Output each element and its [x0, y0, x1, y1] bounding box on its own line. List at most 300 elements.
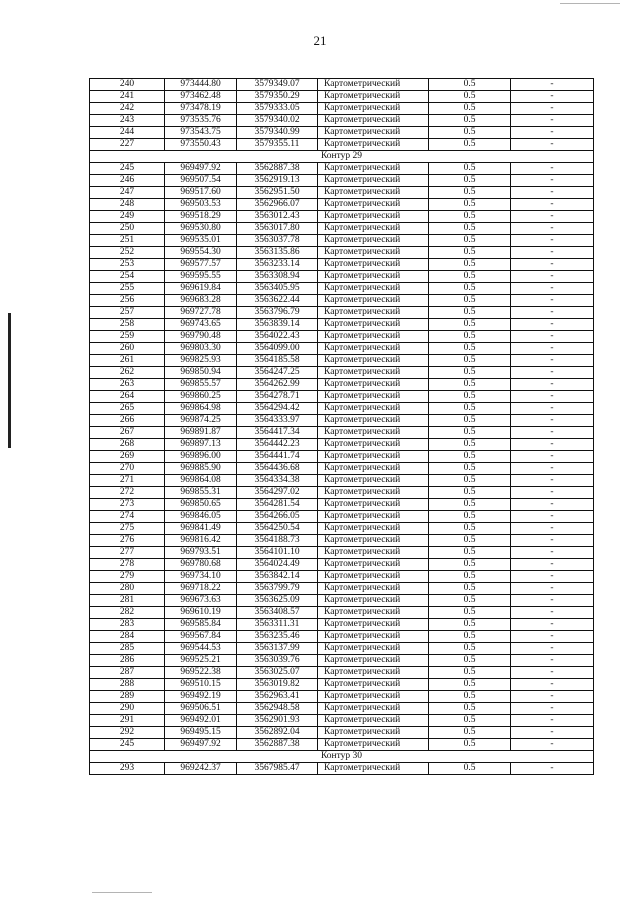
- table-row: [90, 247, 594, 259]
- table-row: [90, 583, 594, 595]
- coord-x-cell: 969517.60: [165, 187, 237, 199]
- description-cell: -: [511, 595, 594, 607]
- coord-y-cell: 3563233.14: [237, 259, 318, 271]
- coord-x-cell: 969864.98: [165, 403, 237, 415]
- point-number-cell: 251: [90, 235, 165, 247]
- coord-y-cell: 3563842.14: [237, 571, 318, 583]
- table-row: [90, 403, 594, 415]
- coord-y-cell: 3562887.38: [237, 739, 318, 751]
- table-row: [90, 91, 594, 103]
- method-cell: Картометрический: [318, 547, 429, 559]
- description-cell: -: [511, 307, 594, 319]
- description-cell: -: [511, 247, 594, 259]
- coord-x-cell: 969492.01: [165, 715, 237, 727]
- accuracy-cell: 0.5: [429, 211, 511, 223]
- description-cell: -: [511, 679, 594, 691]
- description-cell: -: [511, 643, 594, 655]
- coord-x-cell: 969522.38: [165, 667, 237, 679]
- description-cell: -: [511, 259, 594, 271]
- point-number-cell: 244: [90, 127, 165, 139]
- method-cell: Картометрический: [318, 295, 429, 307]
- table-row: [90, 679, 594, 691]
- table-row: [90, 355, 594, 367]
- coord-x-cell: 969530.80: [165, 223, 237, 235]
- accuracy-cell: 0.5: [429, 535, 511, 547]
- coord-y-cell: 3563019.82: [237, 679, 318, 691]
- coord-x-cell: 969816.42: [165, 535, 237, 547]
- accuracy-cell: 0.5: [429, 463, 511, 475]
- description-cell: -: [511, 439, 594, 451]
- table-row: [90, 79, 594, 91]
- point-number-cell: 254: [90, 271, 165, 283]
- description-cell: -: [511, 235, 594, 247]
- table-row: [90, 283, 594, 295]
- table-row: [90, 415, 594, 427]
- accuracy-cell: 0.5: [429, 343, 511, 355]
- table-row: [90, 667, 594, 679]
- table-row: [90, 715, 594, 727]
- coord-x-cell: 969503.53: [165, 199, 237, 211]
- method-cell: Картометрический: [318, 607, 429, 619]
- description-cell: -: [511, 691, 594, 703]
- coord-y-cell: 3562901.93: [237, 715, 318, 727]
- coord-x-cell: 969846.05: [165, 511, 237, 523]
- point-number-cell: 264: [90, 391, 165, 403]
- point-number-cell: 279: [90, 571, 165, 583]
- point-number-cell: 274: [90, 511, 165, 523]
- accuracy-cell: 0.5: [429, 655, 511, 667]
- point-number-cell: 227: [90, 139, 165, 151]
- table-row: [90, 475, 594, 487]
- description-cell: -: [511, 319, 594, 331]
- description-cell: -: [511, 175, 594, 187]
- coord-x-cell: 969727.78: [165, 307, 237, 319]
- point-number-cell: 260: [90, 343, 165, 355]
- description-cell: -: [511, 343, 594, 355]
- method-cell: Картометрический: [318, 163, 429, 175]
- accuracy-cell: 0.5: [429, 595, 511, 607]
- accuracy-cell: 0.5: [429, 127, 511, 139]
- description-cell: -: [511, 355, 594, 367]
- method-cell: Картометрический: [318, 79, 429, 91]
- description-cell: -: [511, 199, 594, 211]
- table-row: [90, 391, 594, 403]
- method-cell: Картометрический: [318, 355, 429, 367]
- coord-y-cell: 3562948.58: [237, 703, 318, 715]
- accuracy-cell: 0.5: [429, 103, 511, 115]
- coord-x-cell: 969803.30: [165, 343, 237, 355]
- page-number: 21: [313, 33, 327, 48]
- method-cell: Картометрический: [318, 127, 429, 139]
- coord-y-cell: 3563039.76: [237, 655, 318, 667]
- coord-y-cell: 3563799.79: [237, 583, 318, 595]
- coord-y-cell: 3579350.29: [237, 91, 318, 103]
- coord-y-cell: 3563025.07: [237, 667, 318, 679]
- table-row: [90, 595, 594, 607]
- description-cell: -: [511, 487, 594, 499]
- description-cell: -: [511, 391, 594, 403]
- coord-x-cell: 969525.21: [165, 655, 237, 667]
- accuracy-cell: 0.5: [429, 427, 511, 439]
- table-row: [90, 499, 594, 511]
- method-cell: Картометрический: [318, 175, 429, 187]
- table-row: [90, 331, 594, 343]
- table-row: [90, 619, 594, 631]
- accuracy-cell: 0.5: [429, 559, 511, 571]
- coordinates-table: [89, 78, 594, 775]
- coord-y-cell: 3564185.58: [237, 355, 318, 367]
- description-cell: -: [511, 547, 594, 559]
- description-cell: -: [511, 523, 594, 535]
- coord-y-cell: 3563135.86: [237, 247, 318, 259]
- coord-y-cell: 3567985.47: [237, 763, 318, 775]
- table-row: [90, 703, 594, 715]
- point-number-cell: 258: [90, 319, 165, 331]
- contour-label: Контур 29: [90, 151, 594, 163]
- coord-x-cell: 969897.13: [165, 439, 237, 451]
- description-cell: -: [511, 511, 594, 523]
- coord-x-cell: 969860.25: [165, 391, 237, 403]
- coord-x-cell: 973478.19: [165, 103, 237, 115]
- accuracy-cell: 0.5: [429, 619, 511, 631]
- method-cell: Картометрический: [318, 439, 429, 451]
- description-cell: -: [511, 631, 594, 643]
- point-number-cell: 281: [90, 595, 165, 607]
- method-cell: Картометрический: [318, 103, 429, 115]
- table-row: [90, 691, 594, 703]
- description-cell: -: [511, 499, 594, 511]
- point-number-cell: 248: [90, 199, 165, 211]
- method-cell: Картометрический: [318, 667, 429, 679]
- description-cell: -: [511, 187, 594, 199]
- method-cell: Картометрический: [318, 247, 429, 259]
- accuracy-cell: 0.5: [429, 583, 511, 595]
- point-number-cell: 291: [90, 715, 165, 727]
- description-cell: -: [511, 403, 594, 415]
- coord-x-cell: 969510.15: [165, 679, 237, 691]
- method-cell: Картометрический: [318, 379, 429, 391]
- coord-y-cell: 3564099.00: [237, 343, 318, 355]
- description-cell: -: [511, 127, 594, 139]
- method-cell: Картометрический: [318, 559, 429, 571]
- coord-y-cell: 3564294.42: [237, 403, 318, 415]
- point-number-cell: 270: [90, 463, 165, 475]
- description-cell: -: [511, 739, 594, 751]
- method-cell: Картометрический: [318, 427, 429, 439]
- method-cell: Картометрический: [318, 331, 429, 343]
- point-number-cell: 276: [90, 535, 165, 547]
- description-cell: -: [511, 583, 594, 595]
- method-cell: Картометрический: [318, 499, 429, 511]
- method-cell: Картометрический: [318, 643, 429, 655]
- accuracy-cell: 0.5: [429, 355, 511, 367]
- table-row: [90, 115, 594, 127]
- method-cell: Картометрический: [318, 271, 429, 283]
- coord-y-cell: 3563012.43: [237, 211, 318, 223]
- method-cell: Картометрический: [318, 463, 429, 475]
- description-cell: -: [511, 451, 594, 463]
- point-number-cell: 290: [90, 703, 165, 715]
- table-row: [90, 559, 594, 571]
- point-number-cell: 284: [90, 631, 165, 643]
- coord-y-cell: 3563839.14: [237, 319, 318, 331]
- accuracy-cell: 0.5: [429, 199, 511, 211]
- method-cell: Картометрический: [318, 343, 429, 355]
- table-row: [90, 451, 594, 463]
- method-cell: Картометрический: [318, 487, 429, 499]
- table-row: [90, 199, 594, 211]
- accuracy-cell: 0.5: [429, 187, 511, 199]
- coord-y-cell: 3564278.71: [237, 391, 318, 403]
- method-cell: Картометрический: [318, 571, 429, 583]
- point-number-cell: 256: [90, 295, 165, 307]
- coord-x-cell: 969825.93: [165, 355, 237, 367]
- coord-y-cell: 3562892.04: [237, 727, 318, 739]
- coord-x-cell: 969864.08: [165, 475, 237, 487]
- coord-x-cell: 969585.84: [165, 619, 237, 631]
- point-number-cell: 245: [90, 163, 165, 175]
- coord-x-cell: 969874.25: [165, 415, 237, 427]
- method-cell: Картометрический: [318, 307, 429, 319]
- point-number-cell: 268: [90, 439, 165, 451]
- table-row: [90, 727, 594, 739]
- coord-x-cell: 969577.57: [165, 259, 237, 271]
- description-cell: -: [511, 763, 594, 775]
- coord-y-cell: 3564441.74: [237, 451, 318, 463]
- coord-x-cell: 969610.19: [165, 607, 237, 619]
- coord-y-cell: 3563625.09: [237, 595, 318, 607]
- accuracy-cell: 0.5: [429, 511, 511, 523]
- coord-x-cell: 973550.43: [165, 139, 237, 151]
- method-cell: Картометрический: [318, 391, 429, 403]
- accuracy-cell: 0.5: [429, 403, 511, 415]
- method-cell: Картометрический: [318, 763, 429, 775]
- coord-y-cell: 3562963.41: [237, 691, 318, 703]
- coord-x-cell: 969554.30: [165, 247, 237, 259]
- point-number-cell: 293: [90, 763, 165, 775]
- table-row: [90, 367, 594, 379]
- table-row: [90, 643, 594, 655]
- point-number-cell: 286: [90, 655, 165, 667]
- coord-y-cell: 3562887.38: [237, 163, 318, 175]
- coord-x-cell: 969567.84: [165, 631, 237, 643]
- point-number-cell: 259: [90, 331, 165, 343]
- accuracy-cell: 0.5: [429, 631, 511, 643]
- description-cell: -: [511, 715, 594, 727]
- table-row: [90, 487, 594, 499]
- table-row: [90, 187, 594, 199]
- coord-y-cell: 3563311.31: [237, 619, 318, 631]
- table-row: [90, 103, 594, 115]
- point-number-cell: 246: [90, 175, 165, 187]
- accuracy-cell: 0.5: [429, 91, 511, 103]
- accuracy-cell: 0.5: [429, 415, 511, 427]
- description-cell: -: [511, 139, 594, 151]
- coord-x-cell: 973462.48: [165, 91, 237, 103]
- point-number-cell: 257: [90, 307, 165, 319]
- point-number-cell: 242: [90, 103, 165, 115]
- accuracy-cell: 0.5: [429, 235, 511, 247]
- accuracy-cell: 0.5: [429, 667, 511, 679]
- description-cell: -: [511, 571, 594, 583]
- table-row: [90, 655, 594, 667]
- accuracy-cell: 0.5: [429, 139, 511, 151]
- table-row: [90, 607, 594, 619]
- description-cell: -: [511, 163, 594, 175]
- accuracy-cell: 0.5: [429, 763, 511, 775]
- table-row: [90, 223, 594, 235]
- method-cell: Картометрический: [318, 451, 429, 463]
- point-number-cell: 280: [90, 583, 165, 595]
- method-cell: Картометрический: [318, 367, 429, 379]
- coord-y-cell: 3563037.78: [237, 235, 318, 247]
- method-cell: Картометрический: [318, 415, 429, 427]
- point-number-cell: 245: [90, 739, 165, 751]
- coord-y-cell: 3562966.07: [237, 199, 318, 211]
- accuracy-cell: 0.5: [429, 499, 511, 511]
- point-number-cell: 287: [90, 667, 165, 679]
- method-cell: Картометрический: [318, 691, 429, 703]
- method-cell: Картометрический: [318, 187, 429, 199]
- coord-y-cell: 3563137.99: [237, 643, 318, 655]
- point-number-cell: 273: [90, 499, 165, 511]
- coord-y-cell: 3564250.54: [237, 523, 318, 535]
- point-number-cell: 289: [90, 691, 165, 703]
- table-row: [90, 463, 594, 475]
- table-row: [90, 211, 594, 223]
- point-number-cell: 252: [90, 247, 165, 259]
- table-row: [90, 535, 594, 547]
- table-row: [90, 523, 594, 535]
- coord-y-cell: 3563308.94: [237, 271, 318, 283]
- coord-x-cell: 969885.90: [165, 463, 237, 475]
- point-number-cell: 277: [90, 547, 165, 559]
- description-cell: -: [511, 535, 594, 547]
- coord-y-cell: 3564297.02: [237, 487, 318, 499]
- coord-x-cell: 969506.51: [165, 703, 237, 715]
- accuracy-cell: 0.5: [429, 223, 511, 235]
- coord-x-cell: 969850.65: [165, 499, 237, 511]
- coord-x-cell: 969718.22: [165, 583, 237, 595]
- coord-x-cell: 973444.80: [165, 79, 237, 91]
- method-cell: Картометрический: [318, 535, 429, 547]
- method-cell: Картометрический: [318, 199, 429, 211]
- coord-x-cell: 969793.51: [165, 547, 237, 559]
- point-number-cell: 241: [90, 91, 165, 103]
- description-cell: -: [511, 79, 594, 91]
- description-cell: -: [511, 379, 594, 391]
- accuracy-cell: 0.5: [429, 367, 511, 379]
- coord-y-cell: 3563796.79: [237, 307, 318, 319]
- contour-header-row: [90, 751, 594, 763]
- table-row: [90, 175, 594, 187]
- accuracy-cell: 0.5: [429, 571, 511, 583]
- table-row: [90, 379, 594, 391]
- table-row: [90, 319, 594, 331]
- point-number-cell: 283: [90, 619, 165, 631]
- coord-y-cell: 3562919.13: [237, 175, 318, 187]
- method-cell: Картометрический: [318, 583, 429, 595]
- accuracy-cell: 0.5: [429, 271, 511, 283]
- accuracy-cell: 0.5: [429, 79, 511, 91]
- table-row: [90, 127, 594, 139]
- table-row: [90, 427, 594, 439]
- coord-y-cell: 3564442.23: [237, 439, 318, 451]
- accuracy-cell: 0.5: [429, 379, 511, 391]
- coord-y-cell: 3563622.44: [237, 295, 318, 307]
- coord-x-cell: 969673.63: [165, 595, 237, 607]
- point-number-cell: 275: [90, 523, 165, 535]
- method-cell: Картометрический: [318, 703, 429, 715]
- accuracy-cell: 0.5: [429, 307, 511, 319]
- coord-y-cell: 3579340.99: [237, 127, 318, 139]
- method-cell: Картометрический: [318, 319, 429, 331]
- coord-x-cell: 969518.29: [165, 211, 237, 223]
- accuracy-cell: 0.5: [429, 283, 511, 295]
- coord-y-cell: 3564436.68: [237, 463, 318, 475]
- method-cell: Картометрический: [318, 631, 429, 643]
- coord-x-cell: 969595.55: [165, 271, 237, 283]
- coord-y-cell: 3564417.34: [237, 427, 318, 439]
- coord-x-cell: 969495.15: [165, 727, 237, 739]
- description-cell: -: [511, 283, 594, 295]
- table-row: [90, 571, 594, 583]
- coord-y-cell: 3563017.80: [237, 223, 318, 235]
- method-cell: Картометрический: [318, 223, 429, 235]
- table-row: [90, 631, 594, 643]
- description-cell: -: [511, 619, 594, 631]
- method-cell: Картометрический: [318, 235, 429, 247]
- description-cell: -: [511, 271, 594, 283]
- description-cell: -: [511, 667, 594, 679]
- method-cell: Картометрический: [318, 211, 429, 223]
- point-number-cell: 288: [90, 679, 165, 691]
- coord-y-cell: 3579340.02: [237, 115, 318, 127]
- method-cell: Картометрический: [318, 259, 429, 271]
- coord-x-cell: 969492.19: [165, 691, 237, 703]
- table-row: [90, 139, 594, 151]
- scan-mark-bottom-left: [92, 892, 152, 893]
- accuracy-cell: 0.5: [429, 331, 511, 343]
- description-cell: -: [511, 295, 594, 307]
- accuracy-cell: 0.5: [429, 475, 511, 487]
- description-cell: -: [511, 427, 594, 439]
- table-row: [90, 739, 594, 751]
- coord-x-cell: 969790.48: [165, 331, 237, 343]
- accuracy-cell: 0.5: [429, 679, 511, 691]
- accuracy-cell: 0.5: [429, 319, 511, 331]
- coord-x-cell: 969535.01: [165, 235, 237, 247]
- table-row: [90, 259, 594, 271]
- table-row: [90, 163, 594, 175]
- point-number-cell: 247: [90, 187, 165, 199]
- point-number-cell: 262: [90, 367, 165, 379]
- method-cell: Картометрический: [318, 139, 429, 151]
- coord-y-cell: 3564266.05: [237, 511, 318, 523]
- coord-y-cell: 3564188.73: [237, 535, 318, 547]
- point-number-cell: 272: [90, 487, 165, 499]
- point-number-cell: 253: [90, 259, 165, 271]
- accuracy-cell: 0.5: [429, 487, 511, 499]
- accuracy-cell: 0.5: [429, 259, 511, 271]
- margin-bar: [8, 313, 11, 448]
- coord-x-cell: 969497.92: [165, 739, 237, 751]
- table-row: [90, 235, 594, 247]
- accuracy-cell: 0.5: [429, 703, 511, 715]
- accuracy-cell: 0.5: [429, 643, 511, 655]
- coord-y-cell: 3563235.46: [237, 631, 318, 643]
- table-row: [90, 547, 594, 559]
